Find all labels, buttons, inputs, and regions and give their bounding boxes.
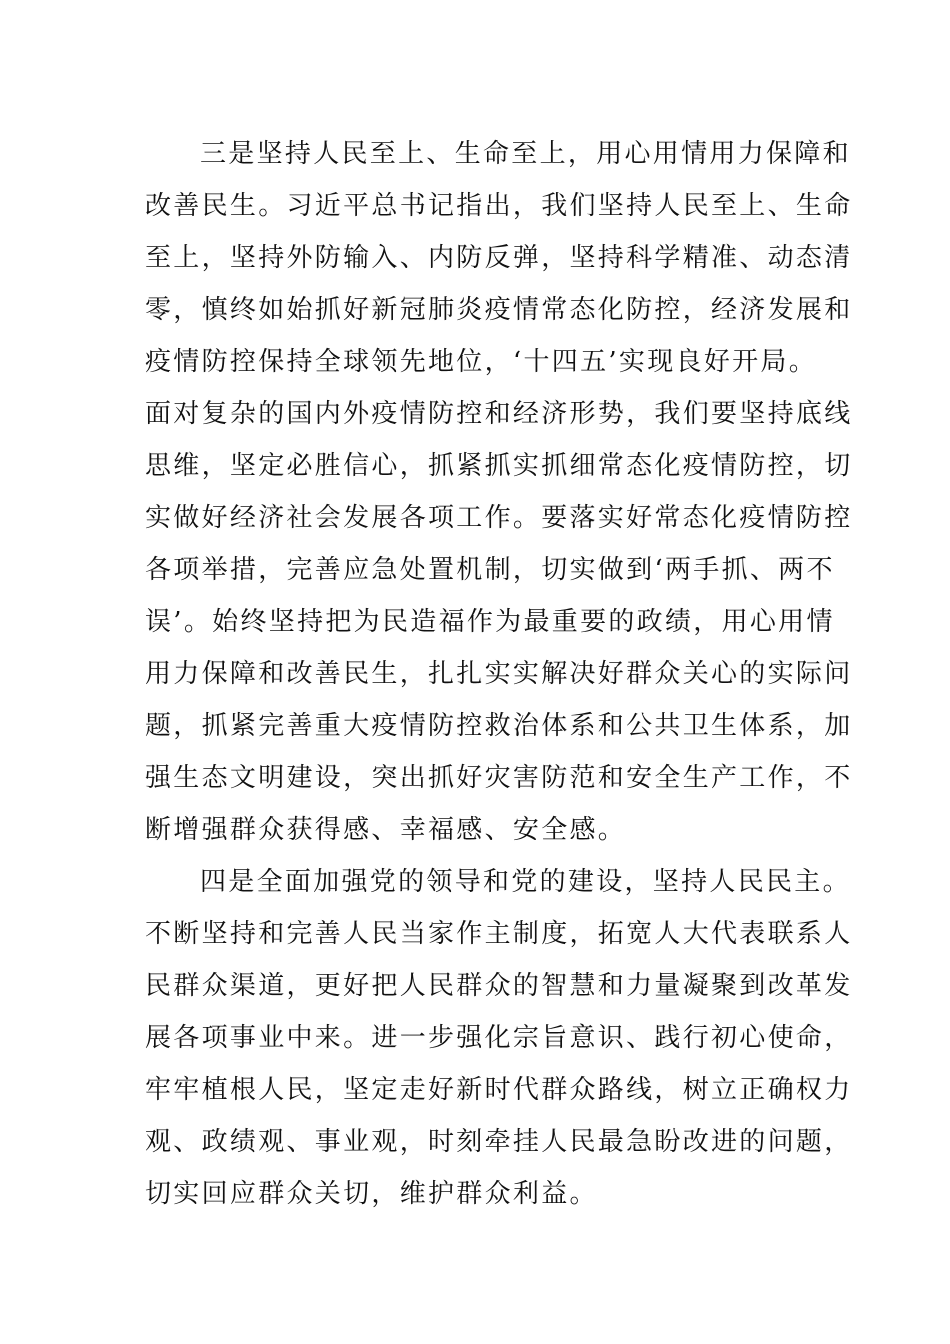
text-line: 民群众渠道，更好把人民群众的智慧和力量凝聚到改革发 — [145, 971, 853, 1001]
text-line: 用力保障和改善民生，扎扎实实解决好群众关心的实际问 — [145, 659, 853, 689]
text-line: 断增强群众获得感、幸福感、安全感。 — [145, 815, 627, 845]
text-line: 四是全面加强党的领导和党的建设，坚持人民民主。 — [200, 867, 851, 897]
text-line: 观、政绩观、事业观，时刻牵挂人民最急盼改进的问题， — [145, 1127, 853, 1157]
text-line: 零，慎终如始抓好新冠肺炎疫情常态化防控，经济发展和 — [145, 295, 853, 325]
text-line: 至上，坚持外防输入、内防反弹，坚持科学精准、动态清 — [145, 243, 853, 273]
text-line: 疫情防控保持全球领先地位，‘十四五’实现良好开局。 — [145, 347, 818, 377]
text-line: 实做好经济社会发展各项工作。要落实好常态化疫情防控 — [145, 503, 853, 533]
text-line: 思维，坚定必胜信心，抓紧抓实抓细常态化疫情防控，切 — [145, 451, 853, 481]
paragraph-4-party-leadership — [145, 856, 853, 1220]
paragraph-3-people-first — [145, 128, 853, 856]
text-line: 展各项事业中来。进一步强化宗旨意识、践行初心使命， — [145, 1023, 853, 1053]
text-line: 切实回应群众关切，维护群众利益。 — [145, 1179, 598, 1209]
text-line: 题，抓紧完善重大疫情防控救治体系和公共卫生体系，加 — [145, 711, 853, 741]
text-line: 不断坚持和完善人民当家作主制度，拓宽人大代表联系人 — [145, 919, 853, 949]
text-line: 三是坚持人民至上、生命至上，用心用情用力保障和 — [200, 139, 851, 169]
text-line: 误’。始终坚持把为民造福作为最重要的政绩，用心用情 — [145, 607, 835, 637]
document-body — [145, 128, 853, 1220]
text-line: 牢牢植根人民，坚定走好新时代群众路线，树立正确权力 — [145, 1075, 853, 1105]
text-line: 改善民生。习近平总书记指出，我们坚持人民至上、生命 — [145, 191, 853, 221]
text-line: 强生态文明建设，突出抓好灾害防范和安全生产工作，不 — [145, 763, 853, 793]
text-line: 面对复杂的国内外疫情防控和经济形势，我们要坚持底线 — [145, 399, 853, 429]
text-line: 各项举措，完善应急处置机制，切实做到‘两手抓、两不 — [145, 555, 835, 585]
